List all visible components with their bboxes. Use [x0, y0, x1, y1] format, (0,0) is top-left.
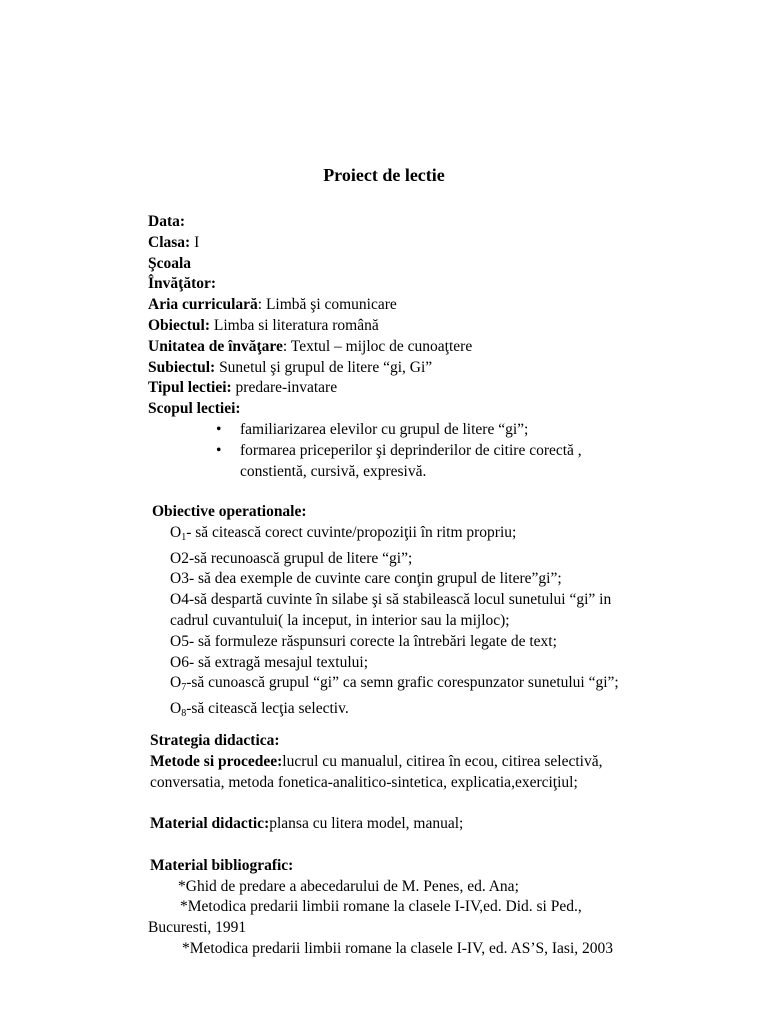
material-value: plansa cu litera model, manual; — [269, 815, 464, 833]
data-row — [148, 212, 728, 233]
o7-text: -să cunoască grupul “gi” ca semn grafic corespunzator sunetului “gi”; — [186, 674, 619, 692]
scopul-item-text-continued: constientă, cursivă, expresivă. — [240, 462, 427, 480]
unitatea-row — [148, 337, 728, 358]
subiectul-label: Subiectul: — [148, 358, 216, 376]
o1-text: - să citească corect cuvinte/propoziţii în ritm propriu; — [186, 523, 517, 541]
tipul-value: predare-invatare — [231, 379, 338, 397]
clasa-label: Clasa: — [148, 233, 191, 251]
objective-o2: O2-să recunoască grupul de litere “gi”; — [170, 549, 413, 567]
metode-row — [150, 752, 740, 773]
unitatea-label: Unitatea de învăţare — [148, 337, 283, 355]
o7-prefix: O — [170, 674, 182, 692]
scopul-bullet — [148, 441, 728, 483]
objective-o3: O3- să dea exemple de cuvinte care conţin grupul de litere”gi”; — [170, 570, 562, 588]
strategy-heading-text: Strategia didactica: — [150, 732, 280, 749]
objective-o6: O6- să extragă mesajul textului; — [170, 653, 368, 671]
objective-o7 — [152, 673, 732, 699]
objectives-heading: Obiective operationale: — [152, 503, 307, 520]
objectives-section — [152, 502, 732, 725]
o8-subscript: 8 — [181, 708, 187, 720]
bullet-icon: • — [216, 441, 222, 459]
scoala-row — [148, 254, 728, 275]
strategy-heading — [150, 731, 740, 752]
o8-prefix: O — [170, 700, 182, 718]
scopul-bullet — [148, 420, 728, 441]
spacer — [150, 793, 740, 814]
objective-o1 — [152, 523, 732, 549]
strategy-section — [150, 731, 740, 960]
material-row — [150, 814, 740, 835]
objective-o8 — [152, 699, 732, 725]
obiectul-row — [148, 316, 728, 337]
invatator-row — [148, 274, 728, 295]
scopul-item-text: familiarizarea elevilor cu grupul de litere “gi”; — [240, 420, 529, 438]
spacer — [150, 835, 740, 856]
subiectul-row — [148, 358, 728, 379]
scoala-label: Şcoala — [148, 254, 192, 272]
biblio-heading — [150, 856, 740, 877]
material-label: Material didactic: — [150, 815, 270, 833]
objective-o4-continued: cadrul cuvantului( la inceput, in interior sau la mijloc); — [170, 611, 510, 629]
metode-row-continued: conversatia, metoda fonetica-analitico-sintetica, explicatia,exerciţiul; — [150, 773, 578, 791]
subiectul-value: Sunetul şi grupul de litere “gi, Gi” — [215, 358, 433, 376]
o8-text: -să citească lecţia selectiv. — [186, 700, 349, 718]
aria-row — [148, 295, 728, 316]
biblio-item-2: *Metodica predarii limbii romane la clasele I-IV,ed. Did. si Ped., — [180, 898, 582, 916]
biblio-heading-text: Material bibliografic: — [150, 856, 294, 874]
biblio-item-2-continued: Bucuresti, 1991 — [148, 919, 247, 937]
page-title: Proiect de lectie — [323, 165, 445, 185]
aria-value: : Limbă şi comunicare — [257, 296, 397, 314]
invatator-label: Învăţător: — [148, 275, 217, 293]
objective-o5: O5- să formuleze răspunsuri corecte la întrebări legate de text; — [170, 632, 557, 650]
data-label: Data: — [148, 213, 186, 230]
lesson-header — [148, 212, 728, 482]
clasa-value: I — [190, 233, 200, 251]
o1-subscript: 1 — [181, 531, 187, 543]
unitatea-value: : Textul – mijloc de cunoaţtere — [282, 337, 473, 355]
o7-subscript: 7 — [181, 682, 187, 694]
tipul-row — [148, 378, 728, 399]
tipul-label: Tipul lectiei: — [148, 379, 232, 397]
scopul-item-text: formarea priceperilor şi deprinderilor de citire corectă , — [240, 441, 582, 459]
aria-label: Aria curriculară — [148, 296, 258, 314]
biblio-item-1: *Ghid de predare a abecedarului de M. Penes, ed. Ana; — [178, 877, 519, 895]
obiectul-label: Obiectul: — [148, 316, 210, 334]
scopul-row — [148, 399, 728, 420]
o1-prefix: O — [170, 523, 182, 541]
objective-o4: O4-să despartă cuvinte în silabe şi să stabilească locul sunetului “gi” in — [170, 591, 612, 609]
metode-value: lucrul cu manualul, citirea în ecou, citirea selectivă, — [282, 752, 603, 770]
obiectul-value: Limba si literatura română — [210, 316, 379, 334]
clasa-row — [148, 233, 728, 254]
bullet-icon: • — [216, 420, 222, 438]
biblio-item-3: *Metodica predarii limbii romane la clasele I-IV, ed. AS’S, Iasi, 2003 — [182, 939, 614, 957]
scopul-label: Scopul lectiei: — [148, 400, 241, 418]
metode-label: Metode si procedee: — [150, 752, 283, 770]
